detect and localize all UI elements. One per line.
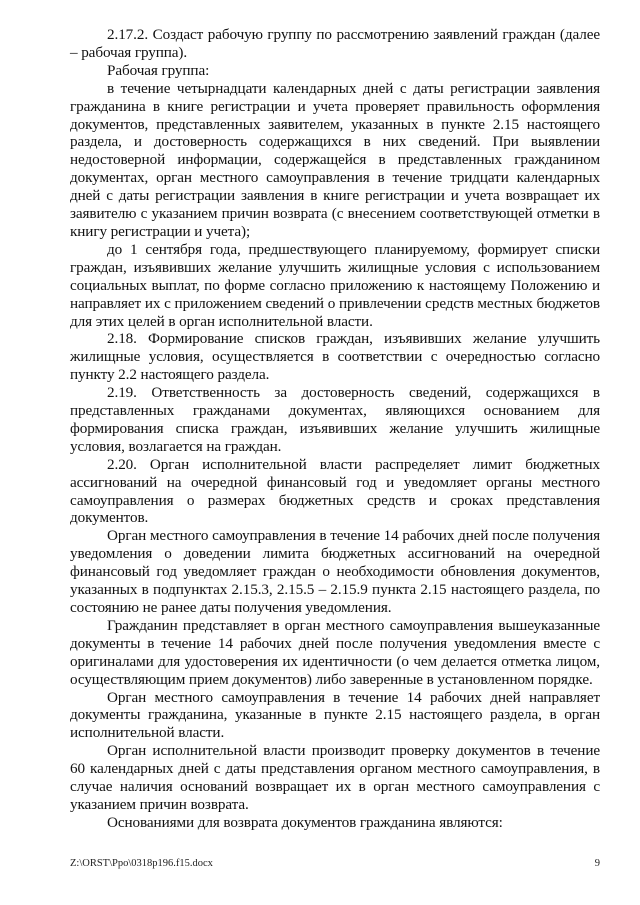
paragraph-return-grounds: Основаниями для возврата документов гражданина являются: xyxy=(107,813,503,831)
paragraph-citizen-submission: Гражданин представляет в орган местного самоуправления вышеуказанные документы в течение 14 рабочих дней после получения уведомления вместе с оригиналами для удостоверения их идентичности (о чем делается отметка лицом, осуществляющим прием документов) либо заверенные в установленном порядке. xyxy=(70,616,600,688)
paragraph-2-17-2: 2.17.2. Создаст рабочую группу по рассмотрению заявлений граждан (далее – рабочая группа). xyxy=(70,26,600,61)
paragraph-2-19: 2.19. Ответственность за достоверность сведений, содержащихся в представленных гражданами документах, являющихся основанием для формирования списка граждан, изъявивших желание улучшить жилищные условия, возлагается на граждан. xyxy=(70,384,600,455)
paragraph-local-government-forwarding: Орган местного самоуправления в течение 14 рабочих дней направляет документы гражданина, указанные в пункте 2.15 настоящего раздела, в орган исполнительной власти. xyxy=(70,688,600,742)
paragraph-2-20: 2.20. Орган исполнительной власти распределяет лимит бюджетных ассигнований на очередной финансовый год и уведомляет органы местного самоуправления о размерах бюджетных средств и сроках представления документов. xyxy=(70,455,600,527)
paragraph-2-18: 2.18. Формирование списков граждан, изъявивших желание улучшить жилищные условия, осуществляется в соответствии с очередностью согласно пункту 2.2 настоящего раздела. xyxy=(70,330,600,384)
paragraph-working-group-lists: до 1 сентября года, предшествующего планируемому, формирует списки граждан, изъявивших желание улучшить жилищные условия с использованием социальных выплат, по форме согласно приложению к настоящему Положению и направляет их с приложением сведений о привлечении средств местных бюджетов для этих целей в орган исполнительной власти. xyxy=(70,240,600,330)
paragraph-local-government-notice: Орган местного самоуправления в течение 14 рабочих дней после получения уведомления о доведении лимита бюджетных ассигнований на очередной финансовый год уведомляет граждан о необходимости обновления документов, указанных в подпунктах 2.15.3, 2.15.5 – 2.15.9 пункта 2.15 настоящего раздела, по состоянию не ранее даты получения уведомления. xyxy=(70,527,600,616)
paragraph-executive-verification: Орган исполнительной власти производит проверку документов в течение 60 календарных дней с даты представления органом местного самоуправления, в случае наличия оснований возвращает их в орган местного самоуправления с указанием причин возврата. xyxy=(70,742,600,813)
footer-file-path: Z:\ORST\Ppo\0318p196.f15.docx xyxy=(70,858,213,869)
paragraph-working-group-check: в течение четырнадцати календарных дней с даты регистрации заявления гражданина в книге регистрации и учета проверяет правильность оформления документов, представленных заявителем, указанных в пункте 2.15 настоящего раздела, и достоверность содержащихся в них сведений. При выявлении недостоверной информации, содержащейся в представленных гражданином документах, орган местного самоуправления в течение тридцати календарных дней с даты регистрации заявления в книге регистрации и учета возвращает их заявителю с указанием причин возврата (с внесением соответствующей отметки в книгу регистрации и учета); xyxy=(70,79,600,240)
paragraph-working-group-heading: Рабочая группа: xyxy=(107,61,210,79)
page-number: 9 xyxy=(594,858,600,869)
document-body xyxy=(70,26,600,832)
